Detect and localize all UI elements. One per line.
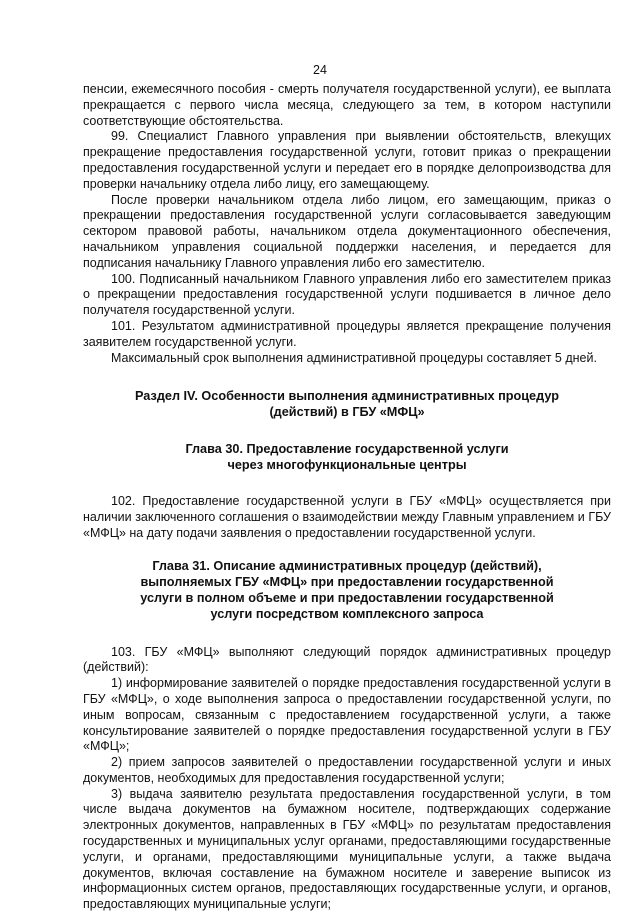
- chapter-30-title-text: Глава 30. Предоставление государственной услуги через многофункциональные центры: [185, 442, 509, 473]
- paragraph-100: 100. Подписанный начальником Главного управления либо его заместителем приказ о прекращении предоставления государственной услуги подшивается в личное дело получателя государственной услуги.: [83, 271, 611, 318]
- paragraph-103: 103. ГБУ «МФЦ» выполняют следующий порядок административных процедур (действий):: [83, 644, 611, 675]
- chapter-31-title: [83, 559, 611, 622]
- list-item-2: 2) прием запросов заявителей о предоставлении государственной услуги и иных документов, необходимых для предоставления государственной услуги;: [83, 755, 611, 785]
- section-iv-title: Раздел IV. Особенности выполнения административных процедур (действий) в ГБУ «МФЦ»: [135, 389, 559, 420]
- chapter-30-title: [83, 442, 611, 474]
- page-number: 24: [313, 63, 327, 77]
- chapter-31-title-text: Глава 31. Описание административных процедур (действий), выполняемых ГБУ «МФЦ» при предоставлении государственной услуги в полном объеме и при предоставлении государственной услуги посредством комплексного запроса: [140, 559, 554, 621]
- paragraph-102: 102. Предоставление государственной услуги в ГБУ «МФЦ» осуществляется при наличии заключенного соглашения о взаимодействии между Главным управлением и ГБУ «МФЦ» на дату подачи заявления о предоставлении государственной услуги.: [83, 493, 611, 540]
- paragraph-max-term: Максимальный срок выполнения административной процедуры составляет 5 дней.: [111, 350, 597, 365]
- list-item-1: 1) информирование заявителей о порядке предоставления государственной услуги в ГБУ «МФЦ», о ходе выполнения запроса о предоставлении государственной услуги, по иным вопросам, связанным с предоставлением государственной услуги, а также консультирование заявителей о порядке предоставления государственной услуги в ГБУ «МФЦ»;: [83, 676, 611, 754]
- paragraph-99-approval: После проверки начальником отдела либо лицом, его замещающим, приказ о прекращении предоставления государственной услуги согласовывается заведующим сектором правовой работы, начальником отдела документационного обеспечения, начальником управления социальной поддержки населения, и передается для подписания начальнику Главного управления либо его заместителю.: [83, 192, 611, 270]
- page-content: [83, 82, 611, 913]
- paragraph-pension-continuation: пенсии, ежемесячного пособия - смерть получателя государственной услуги), ее выплата прекращается с первого числа месяца, следующего за тем, в котором наступили соответствующие обстоятельства.: [83, 82, 611, 128]
- list-item-3: 3) выдача заявителю результата предоставления государственной услуги, в том числе выдача документов на бумажном носителе, подтверждающих содержание электронных документов, направленных в ГБУ «МФЦ» по результатам предоставления государственных и муниципальных услуг органами, предоставляющими государственные услуги, и органами, предоставляющими муниципальные услуги, а также выдача документов, включая составление на бумажном носителе и заверение выписок из информационных систем органов, предоставляющих государственные услуги, и органов, предоставляющих муниципальные услуги;: [83, 786, 611, 912]
- paragraph-101: 101. Результатом административной процедуры является прекращение получения заявителем государственной услуги.: [83, 318, 611, 349]
- paragraph-99: 99. Специалист Главного управления при выявлении обстоятельств, влекущих прекращение предоставления государственной услуги, готовит приказ о прекращении предоставления государственной услуги и передает его в порядке делопроизводства для проверки начальнику отдела либо лицу, его замещающему.: [83, 129, 611, 191]
